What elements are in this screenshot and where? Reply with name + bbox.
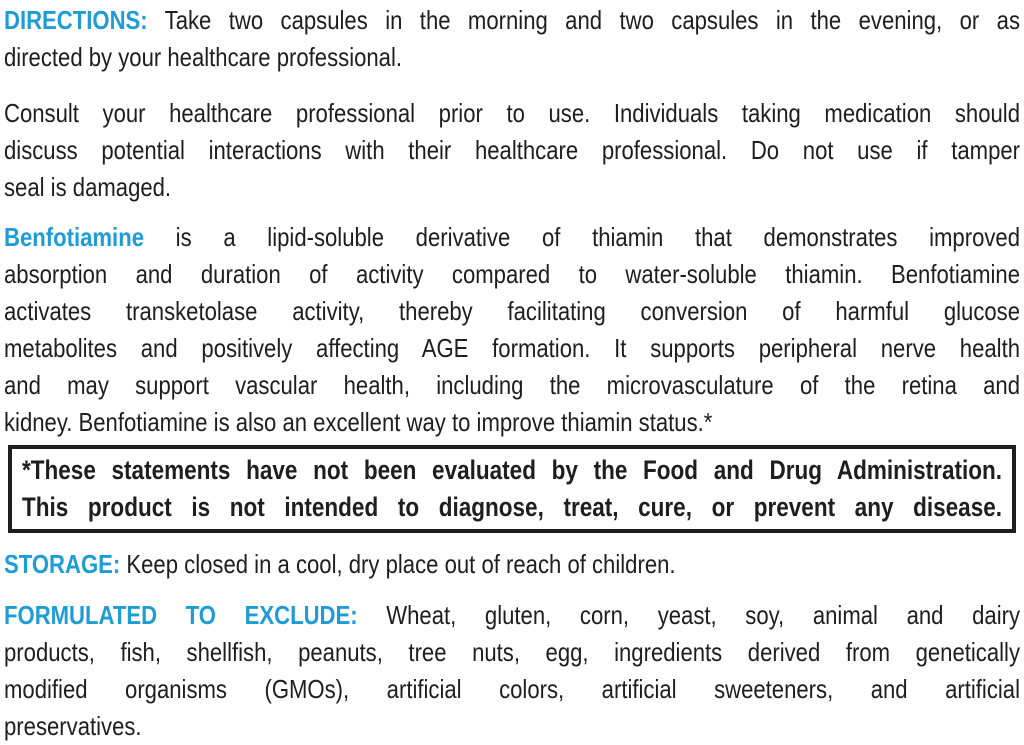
- consult-paragraph: [4, 95, 1020, 206]
- benfotiamine-line-1: is a lipid-soluble derivative of thiamin that demonstrates improved: [175, 222, 1021, 252]
- text-line: [4, 546, 1020, 583]
- benfotiamine-line-3: activates transketolase activity, thereby facilitating conversion of harmful glucose: [4, 296, 1021, 326]
- storage-paragraph: [4, 546, 1020, 583]
- benfotiamine-line-4: metabolites and positively affecting AGE formation. It supports peripheral nerve health: [4, 333, 1021, 363]
- directions-line-2: directed by your healthcare professional.: [4, 42, 403, 72]
- benfotiamine-line-5: and may support vascular health, including the microvasculature of the retina and: [4, 370, 1021, 400]
- formulated-to-exclude-heading: FORMULATED TO EXCLUDE:: [4, 600, 358, 630]
- text-line: [4, 597, 1020, 634]
- exclude-line-2: products, fish, shellfish, peanuts, tree nuts, egg, ingredients derived from genetically: [4, 637, 1021, 667]
- exclude-line-3: modified organisms (GMOs), artificial colors, artificial sweeteners, and artificial: [4, 674, 1021, 704]
- directions-heading: DIRECTIONS:: [4, 5, 148, 35]
- fda-disclaimer-box: [8, 445, 1016, 533]
- benfotiamine-line-2: absorption and duration of activity compared to water-soluble thiamin. Benfotiamine: [4, 259, 1021, 289]
- consult-line-3: seal is damaged.: [4, 172, 172, 202]
- benfotiamine-heading: Benfotiamine: [4, 222, 144, 252]
- fda-disclaimer-line-2: This product is not intended to diagnose, treat, cure, or prevent any disease.: [22, 492, 1003, 522]
- directions-paragraph: [4, 2, 1020, 76]
- exclude-line-1: Wheat, gluten, corn, yeast, soy, animal and dairy: [386, 600, 1021, 630]
- storage-heading: STORAGE:: [4, 549, 121, 579]
- text-line: [4, 219, 1020, 256]
- consult-line-1: Consult your healthcare professional prior to use. Individuals taking medication should: [4, 98, 1021, 128]
- fda-disclaimer-line-1: *These statements have not been evaluated by the Food and Drug Administration.: [22, 455, 1003, 485]
- storage-text: Keep closed in a cool, dry place out of reach of children.: [126, 549, 676, 579]
- directions-line-1: Take two capsules in the morning and two capsules in the evening, or as: [164, 5, 1021, 35]
- exclude-line-4: preservatives.: [4, 711, 142, 741]
- benfotiamine-line-6: kidney. Benfotiamine is also an excellent way to improve thiamin status.*: [4, 407, 713, 437]
- formulated-to-exclude-paragraph: [4, 597, 1020, 745]
- text-line: [4, 2, 1020, 39]
- consult-line-2: discuss potential interactions with their healthcare professional. Do not use if tamper: [4, 135, 1021, 165]
- benfotiamine-paragraph: [4, 219, 1020, 441]
